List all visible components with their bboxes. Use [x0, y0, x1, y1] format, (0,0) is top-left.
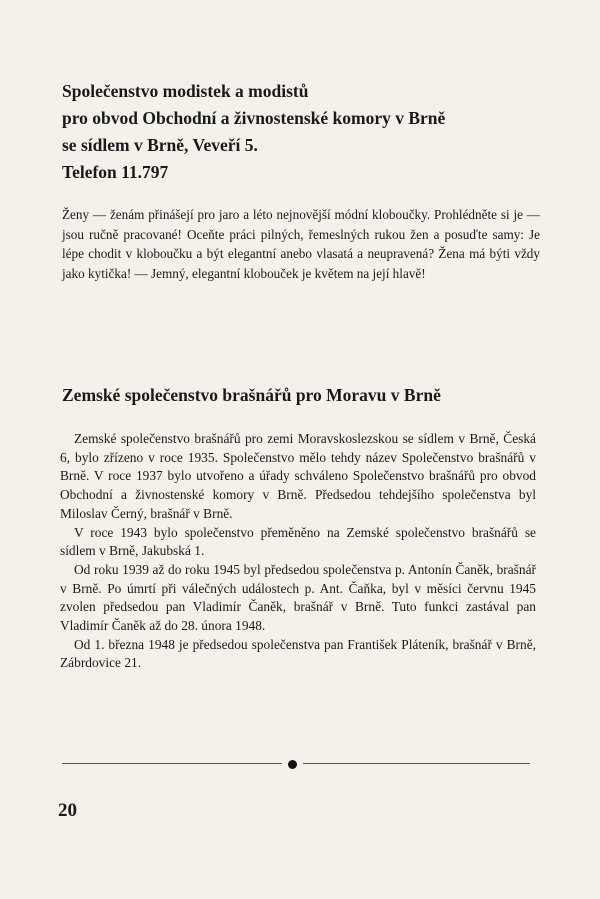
- ornamental-divider: [62, 760, 530, 768]
- divider-dot: [288, 760, 297, 769]
- section1-title-line: Telefon 11.797: [62, 162, 169, 182]
- divider-line-right: [303, 763, 530, 764]
- section1-paragraph: Ženy — ženám přinášejí pro jaro a léto nejnovější módní kloboučky. Prohlédněte si je — jsou ručně pracované! Oceňte práci pilných, řemeslných rukou žen a posuďte samy: Je lépe chodit v kloboučku a být elegantní anebo vlasatá a neupravená? Žena má býti vždy jako kytička! — Jemný, elegantní klobouček je květem na její hlavě!: [62, 207, 540, 281]
- section2-paragraph: V roce 1943 bylo společenstvo přeměněno na Zemské společenstvo brašnářů se sídlem v Brně, Jakubská 1.: [60, 524, 536, 559]
- section2-body: [60, 430, 536, 673]
- section1-title-line: pro obvod Obchodní a živnostenské komory v Brně: [62, 108, 446, 128]
- section1-title-line: se sídlem v Brně, Veveří 5.: [62, 135, 258, 155]
- section1-heading: [62, 78, 532, 186]
- divider-line-left: [62, 763, 282, 764]
- page-number: 20: [58, 800, 77, 821]
- section2-paragraph: Od roku 1939 až do roku 1945 byl předsedou společenstva p. Antonín Čaněk, brašnář v Brně. Po úmrtí při válečných událostech p. Ant. Čaňka, byl v měsíci červnu 1945 zvolen předsedou pan Vladimír Čaněk, brašnář v Brně. Tuto funkci zastával pan Vladimír Čaněk až do 28. února 1948.: [60, 561, 536, 634]
- section2-paragraph: Zemské společenstvo brašnářů pro zemi Moravskoslezskou se sídlem v Brně, Česká 6, bylo zřízeno v roce 1935. Společenstvo mělo tehdy název Společenstvo brašnářů v Brně. V roce 1937 bylo utvořeno a úřady schváleno Společenstvo brašnářů pro obvod Obchodní a živnostenské komory v Brně. Předsedou tehdejšího společenstva byl Miloslav Černý, brašnář v Brně.: [60, 431, 536, 521]
- section2-heading: Zemské společenstvo brašnářů pro Moravu v Brně: [62, 385, 441, 405]
- section1-title-line: Společenstvo modistek a modistů: [62, 81, 309, 101]
- section2-paragraph: Od 1. března 1948 je předsedou společenstva pan František Pláteník, brašnář v Brně, Zábrdovice 21.: [60, 636, 536, 671]
